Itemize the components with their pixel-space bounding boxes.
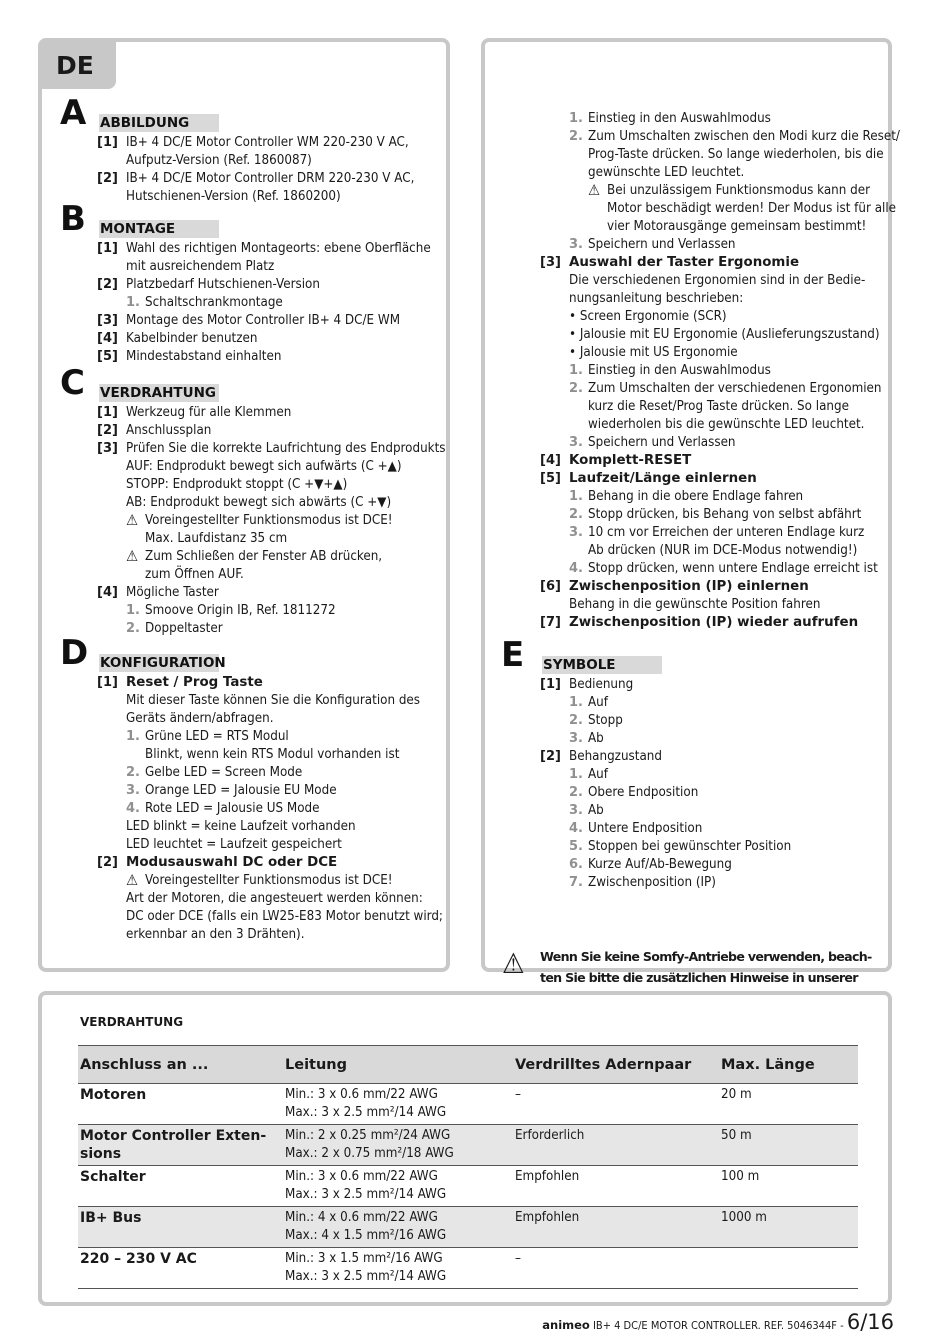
step-text: Auf <box>588 695 608 710</box>
warning-icon: ⚠ <box>588 181 601 199</box>
cable-min: Min.: 3 x 0.6 mm/22 AWG <box>285 1087 438 1102</box>
step-number: 1. <box>569 489 583 504</box>
item-text: Behangzustand <box>569 749 662 764</box>
continuation-text: • Screen Ergonomie (SCR) <box>569 309 727 324</box>
step-text: Zum Umschalten zwischen den Modi kurz die Reset/ <box>588 129 900 144</box>
item-key: [2] <box>97 855 118 870</box>
twisted-pair: – <box>513 1084 719 1125</box>
item-text: Montage des Motor Controller IB+ 4 DC/E WM <box>126 313 401 328</box>
continuation-text: Prog-Taste drücken. So lange wiederholen, bis die <box>588 147 884 162</box>
item-text: IB+ 4 DC/E Motor Controller DRM 220-230 V AC, <box>126 171 415 186</box>
item-key: [4] <box>97 331 118 346</box>
warning-text: Voreingestellter Funktionsmodus ist DCE! <box>145 873 393 888</box>
continuation-text: erkennbar an den 3 Drähten). <box>126 927 305 942</box>
continuation-text: zum Öffnen AUF. <box>145 567 244 582</box>
column-header: Max. Länge <box>719 1046 858 1084</box>
item-key: [6] <box>540 579 561 594</box>
subheading: Laufzeit/Länge einlernen <box>569 471 757 486</box>
note-line: ten Sie bitte die zusätzlichen Hinweise in unserer <box>540 970 858 985</box>
warning-icon: ⚠ <box>126 871 139 889</box>
item-text: Wahl des richtigen Montageorts: ebene Oberfläche <box>126 241 431 256</box>
item-key: [1] <box>97 405 118 420</box>
left-panel <box>38 38 450 972</box>
continuation-text: vier Motorausgänge gemeinsam bestimmt! <box>607 219 867 234</box>
step-number: 4. <box>569 821 583 836</box>
row-label-text: Motoren <box>80 1087 147 1103</box>
table-row <box>78 1207 858 1248</box>
right-panel <box>481 38 900 985</box>
twisted-pair: – <box>513 1248 719 1289</box>
step-number: 2. <box>569 129 583 144</box>
row-label-text: IB+ Bus <box>80 1210 142 1226</box>
section-letter: B <box>60 199 86 239</box>
step-number: 2. <box>126 765 140 780</box>
cable-max: Max.: 3 x 2.5 mm²/14 AWG <box>285 1105 447 1120</box>
continuation-text: Aufputz-Version (Ref. 1860087) <box>126 153 312 168</box>
step-text: Grüne LED = RTS Modul <box>145 729 289 744</box>
max-length: 20 m <box>719 1084 858 1125</box>
step-text: Ab <box>588 803 604 818</box>
step-text: Zwischenposition (IP) <box>588 875 716 890</box>
warning-text: Voreingestellter Funktionsmodus ist DCE! <box>145 513 393 528</box>
item-text: IB+ 4 DC/E Motor Controller WM 220-230 V AC, <box>126 135 409 150</box>
section-letter: C <box>60 363 85 403</box>
cable-spec <box>283 1125 513 1166</box>
continuation-text: Mit dieser Taste können Sie die Konfiguration des <box>126 693 421 708</box>
item-text: Anschlussplan <box>126 423 212 438</box>
warning-text: Zum Schließen der Fenster AB drücken, <box>145 549 383 564</box>
continuation-text: LED blinkt = keine Laufzeit vorhanden <box>126 819 356 834</box>
item-key: [1] <box>97 675 118 690</box>
warning-icon: ⚠ <box>502 947 525 980</box>
step-text: Obere Endposition <box>588 785 699 800</box>
section-heading: KONFIGURATION <box>100 655 226 671</box>
cable-max: Max.: 2 x 0.75 mm²/18 AWG <box>285 1146 454 1161</box>
continuation-text: STOPP: Endprodukt stoppt (C +▼+▲) <box>126 477 348 492</box>
step-text: 10 cm vor Erreichen der unteren Endlage kurz <box>588 525 865 540</box>
continuation-text: Art der Motoren, die angesteuert werden können: <box>126 891 423 906</box>
continuation-text: Max. Laufdistanz 35 cm <box>145 531 288 546</box>
cable-spec <box>283 1166 513 1207</box>
warning-icon: ⚠ <box>126 547 139 565</box>
item-key: [3] <box>540 255 561 270</box>
item-text: Platzbedarf Hutschienen-Version <box>126 277 320 292</box>
note-line: Wenn Sie keine Somfy-Antriebe verwenden, beach- <box>540 949 872 964</box>
max-length: 1000 m <box>719 1207 858 1248</box>
item-key: [2] <box>97 171 118 186</box>
step-text: Gelbe LED = Screen Mode <box>145 765 303 780</box>
continuation-text: AUF: Endprodukt bewegt sich aufwärts (C +▲) <box>126 459 402 474</box>
section-heading: VERDRAHTUNG <box>99 384 219 402</box>
step-text: Kurze Auf/Ab-Bewegung <box>588 857 732 872</box>
subheading: Zwischenposition (IP) einlernen <box>569 579 809 594</box>
cable-min: Min.: 3 x 0.6 mm/22 AWG <box>285 1169 438 1184</box>
continuation-text: • Jalousie mit US Ergonomie <box>569 345 738 360</box>
section-heading: ABBILDUNG <box>99 114 219 132</box>
language-tab: DE <box>42 42 116 89</box>
item-key: [4] <box>97 585 118 600</box>
step-number: 2. <box>569 785 583 800</box>
continuation-text: nungsanleitung beschrieben: <box>569 291 744 306</box>
item-text: Mindestabstand einhalten <box>126 349 282 364</box>
item-text: Werkzeug für alle Klemmen <box>126 405 292 420</box>
twisted-pair: Empfohlen <box>513 1207 719 1248</box>
continuation-text: Behang in die gewünschte Position fahren <box>569 597 821 612</box>
brand-name: animeo <box>542 1318 590 1332</box>
subheading: Modusauswahl DC oder DCE <box>126 855 338 870</box>
table-row <box>78 1248 858 1289</box>
item-key: [3] <box>97 441 118 456</box>
cable-spec <box>283 1207 513 1248</box>
continuation-text: Geräts ändern/abfragen. <box>126 711 274 726</box>
cable-max: Max.: 3 x 2.5 mm²/14 AWG <box>285 1269 447 1284</box>
section-heading: MONTAGE <box>99 220 219 238</box>
table-row <box>78 1166 858 1207</box>
table-caption: VERDRAHTUNG <box>80 1015 184 1029</box>
warning-text: Bei unzulässigem Funktionsmodus kann der <box>607 183 871 198</box>
step-number: 3. <box>569 525 583 540</box>
item-key: [7] <box>540 615 561 630</box>
item-text: Bedienung <box>569 677 634 692</box>
step-number: 1. <box>126 729 140 744</box>
continuation-text: • Jalousie mit EU Ergonomie (Auslieferungszustand) <box>569 327 880 342</box>
step-number: 1. <box>569 695 583 710</box>
step-text: Stopp drücken, bis Behang von selbst abfährt <box>588 507 862 522</box>
step-number: 1. <box>126 295 140 310</box>
step-text: Auf <box>588 767 608 782</box>
item-text: Kabelbinder benutzen <box>126 331 258 346</box>
step-text: Einstieg in den Auswahlmodus <box>588 111 771 126</box>
subheading: Komplett-RESET <box>569 453 692 468</box>
subheading: Reset / Prog Taste <box>126 675 263 690</box>
step-text: Smoove Origin IB, Ref. 1811272 <box>145 603 336 618</box>
step-number: 1. <box>126 603 140 618</box>
step-number: 5. <box>569 839 583 854</box>
step-text: Zum Umschalten der verschiedenen Ergonomien <box>588 381 882 396</box>
column-header: Anschluss an ... <box>78 1046 283 1084</box>
max-length: 50 m <box>719 1125 858 1166</box>
row-label <box>78 1084 283 1125</box>
row-label-text: Motor Controller Exten- <box>80 1128 267 1144</box>
row-label <box>78 1166 283 1207</box>
continuation-text: kurz die Reset/Prog Taste drücken. So lange <box>588 399 849 414</box>
row-label-text: sions <box>80 1146 122 1162</box>
page-number: 6/16 <box>846 1310 894 1334</box>
step-number: 1. <box>569 111 583 126</box>
warning-icon: ⚠ <box>126 511 139 529</box>
continuation-text: wiederholen bis die gewünschte LED leuchtet. <box>588 417 865 432</box>
continuation-text: Motor beschädigt werden! Der Modus ist für alle <box>607 201 897 216</box>
step-number: 3. <box>569 803 583 818</box>
section-letter: E <box>501 635 525 675</box>
step-text: Doppeltaster <box>145 621 223 636</box>
item-key: [2] <box>97 423 118 438</box>
cable-min: Min.: 2 x 0.25 mm²/24 AWG <box>285 1128 451 1143</box>
step-text: Behang in die obere Endlage fahren <box>588 489 804 504</box>
table-row <box>78 1084 858 1125</box>
cable-max: Max.: 3 x 2.5 mm²/14 AWG <box>285 1187 447 1202</box>
table-row <box>78 1125 858 1166</box>
step-number: 3. <box>569 435 583 450</box>
item-key: [5] <box>540 471 561 486</box>
item-key: [1] <box>540 677 561 692</box>
step-number: 1. <box>569 363 583 378</box>
item-key: [2] <box>540 749 561 764</box>
cable-min: Min.: 3 x 1.5 mm²/16 AWG <box>285 1251 443 1266</box>
item-key: [1] <box>97 241 118 256</box>
step-text: Rote LED = Jalousie US Mode <box>145 801 320 816</box>
step-number: 4. <box>126 801 140 816</box>
continuation-text: Hutschienen-Version (Ref. 1860200) <box>126 189 341 204</box>
product-reference: IB+ 4 DC/E MOTOR CONTROLLER. REF. 5046344F - <box>592 1319 844 1332</box>
step-number: 3. <box>569 731 583 746</box>
cable-spec <box>283 1084 513 1125</box>
step-number: 3. <box>126 783 140 798</box>
step-number: 2. <box>569 507 583 522</box>
row-label-text: Schalter <box>80 1169 146 1185</box>
subheading: Zwischenposition (IP) wieder aufrufen <box>569 615 859 630</box>
step-number: 2. <box>569 713 583 728</box>
section-letter: A <box>60 93 87 133</box>
max-length: 100 m <box>719 1166 858 1207</box>
wiring-table-panel <box>38 991 892 1306</box>
item-key: [3] <box>97 313 118 328</box>
item-key: [4] <box>540 453 561 468</box>
step-text: Stoppen bei gewünschter Position <box>588 839 792 854</box>
step-text: Stopp <box>588 713 623 728</box>
row-label <box>78 1207 283 1248</box>
continuation-text: LED leuchtet = Laufzeit gespeichert <box>126 837 342 852</box>
step-number: 4. <box>569 561 583 576</box>
continuation-text: mit ausreichendem Platz <box>126 259 275 274</box>
step-text: Speichern und Verlassen <box>588 435 736 450</box>
subheading: Auswahl der Taster Ergonomie <box>569 255 800 270</box>
page-footer <box>542 1310 894 1334</box>
column-header: Verdrilltes Adernpaar <box>513 1046 719 1084</box>
item-key: [2] <box>97 277 118 292</box>
continuation-text: Die verschiedenen Ergonomien sind in der Bedie- <box>569 273 866 288</box>
wiring-table <box>78 1045 858 1289</box>
row-label <box>78 1125 283 1166</box>
step-number: 6. <box>569 857 583 872</box>
twisted-pair: Empfohlen <box>513 1166 719 1207</box>
cable-max: Max.: 4 x 1.5 mm²/16 AWG <box>285 1228 447 1243</box>
step-number: 2. <box>569 381 583 396</box>
item-text: Mögliche Taster <box>126 585 219 600</box>
continuation-text: Ab drücken (NUR im DCE-Modus notwendig!) <box>588 543 858 558</box>
section-heading: SYMBOLE <box>542 656 662 674</box>
item-key: [5] <box>97 349 118 364</box>
max-length <box>719 1248 858 1289</box>
row-label <box>78 1248 283 1289</box>
step-text: Untere Endposition <box>588 821 703 836</box>
step-number: 7. <box>569 875 583 890</box>
step-text: Einstieg in den Auswahlmodus <box>588 363 771 378</box>
column-header: Leitung <box>283 1046 513 1084</box>
continuation-text: AB: Endprodukt bewegt sich abwärts (C +▼) <box>126 495 392 510</box>
step-text: Schaltschrankmontage <box>145 295 283 310</box>
step-number: 3. <box>569 237 583 252</box>
row-label-text: 220 – 230 V AC <box>80 1251 197 1267</box>
section-letter: D <box>60 633 89 673</box>
step-text: Orange LED = Jalousie EU Mode <box>145 783 337 798</box>
continuation-text: DC oder DCE (falls ein LW25-E83 Motor benutzt wird; <box>126 909 443 924</box>
twisted-pair: Erforderlich <box>513 1125 719 1166</box>
cable-spec <box>283 1248 513 1289</box>
step-number: 1. <box>569 767 583 782</box>
step-number: 2. <box>126 621 140 636</box>
continuation-text: Blinkt, wenn kein RTS Modul vorhanden ist <box>145 747 400 762</box>
step-text: Stopp drücken, wenn untere Endlage erreicht ist <box>588 561 878 576</box>
step-text: Ab <box>588 731 604 746</box>
continuation-text: gewünschte LED leuchtet. <box>588 165 745 180</box>
item-text: Prüfen Sie die korrekte Laufrichtung des Endprodukts <box>126 441 446 456</box>
step-text: Speichern und Verlassen <box>588 237 736 252</box>
item-key: [1] <box>97 135 118 150</box>
cable-min: Min.: 4 x 0.6 mm/22 AWG <box>285 1210 438 1225</box>
